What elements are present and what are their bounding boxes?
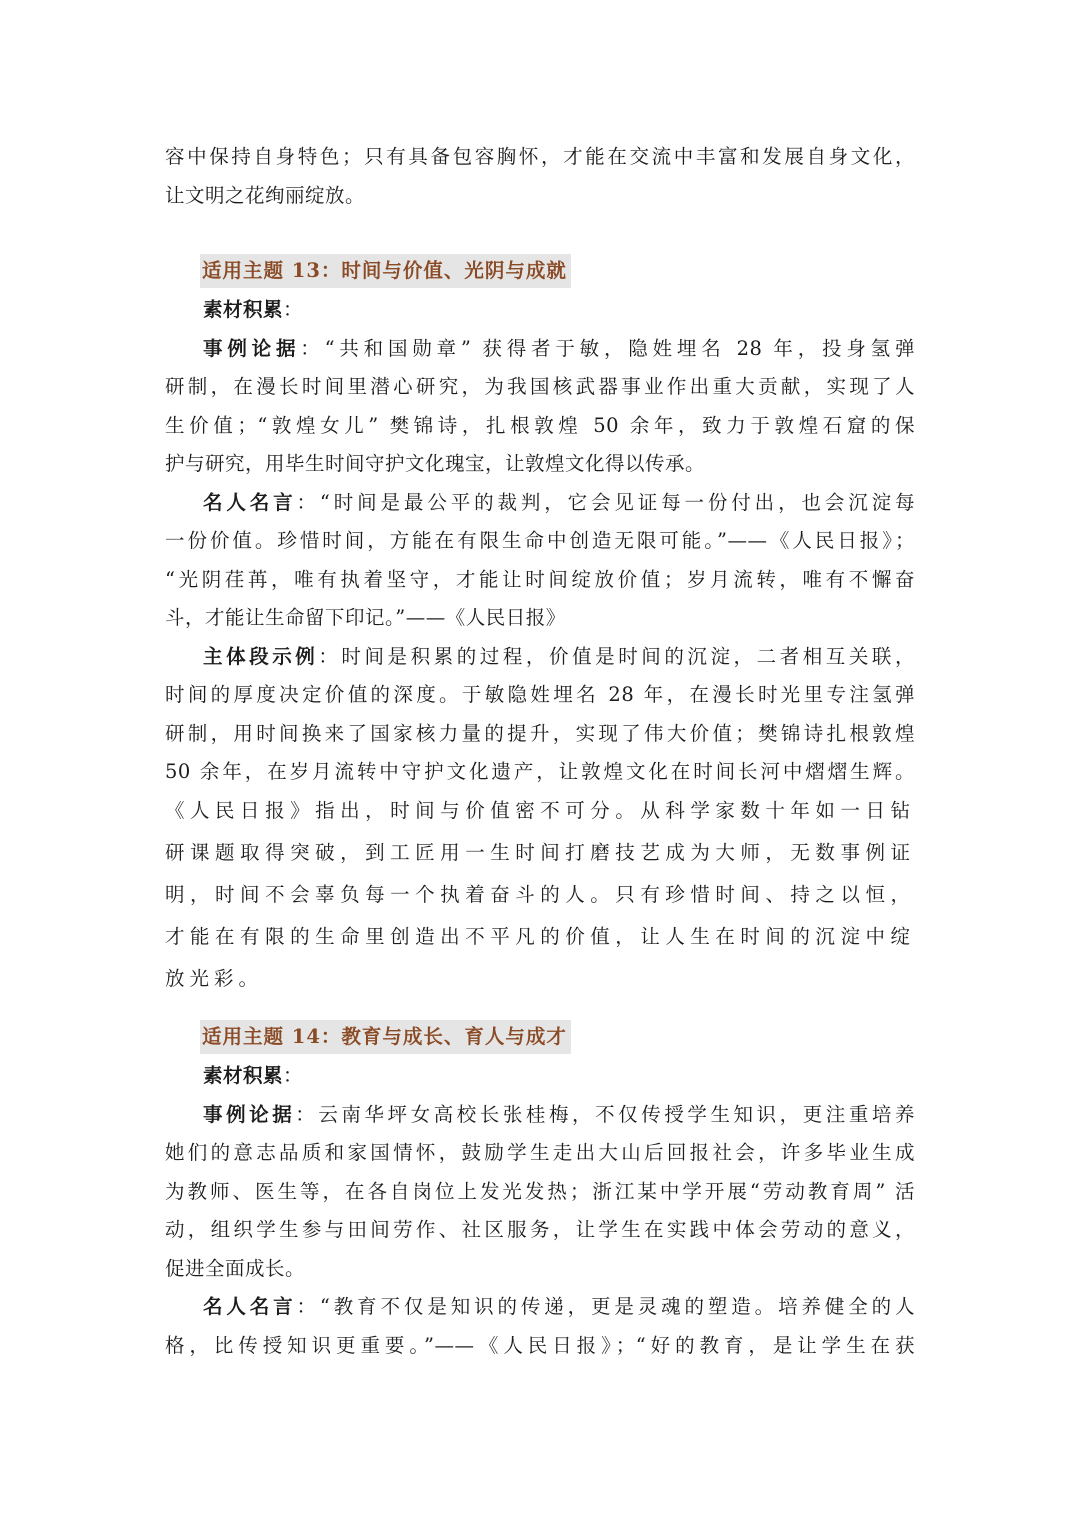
text-line: 放光彩。: [165, 967, 264, 990]
material-accumulation-label: 素材积累: [203, 298, 284, 321]
text-line: 格，比传授知识更重要。”——《人民日报》；“好的教育，是让学生在获: [165, 1333, 915, 1357]
text-line: 为教师、医生等，在各自岗位上发光发热；浙江某中学开展“劳动教育周” 活: [165, 1179, 915, 1203]
continuation-paragraph: [165, 138, 915, 215]
material-accumulation-label: 素材积累: [203, 1064, 284, 1087]
case-evidence-line: [165, 330, 915, 369]
text-line: 时间的厚度决定价值的深度。于敏隐姓埋名 28 年，在漫长时光里专注氢弹: [165, 683, 915, 706]
topic-13-heading: 适用主题 13：时间与价值、光阴与成就: [200, 254, 571, 288]
label-colon: ：: [283, 298, 304, 321]
body-paragraph-label: 主体段示例: [203, 644, 319, 668]
label-colon: ：: [283, 1064, 304, 1087]
text-line: 她们的意志品质和家国情怀，鼓励学生走出大山后回报社会，许多毕业生成: [165, 1141, 915, 1164]
topic-13-body-wide: [165, 790, 915, 1000]
text-line: 《人民日报》指出，时间与价值密不可分。从科学家数十年如一日钻: [165, 799, 915, 822]
topic-13-body: [165, 291, 915, 792]
text-line: 动，组织学生参与田间劳作、社区服务，让学生在实践中体会劳动的意义，: [165, 1218, 915, 1241]
case-evidence-text: ：云南华坪女高校长张桂梅，不仅传授学生知识，更注重培养: [295, 1102, 915, 1126]
text-line: 研制，在漫长时间里潜心研究，为我国核武器事业作出重大贡献，实现了人: [165, 375, 915, 398]
body-paragraph-line: [165, 638, 915, 677]
case-evidence-label: 事例论据: [203, 1102, 296, 1126]
famous-quote-line: [165, 484, 915, 523]
text-line: 一份价值。珍惜时间，方能在有限生命中创造无限可能。”——《人民日报》；: [165, 529, 915, 552]
topic-14-heading-wrap: [200, 1020, 571, 1054]
text-line: 研制，用时间换来了国家核力量的提升，实现了伟大价值；樊锦诗扎根敦煌: [165, 721, 915, 745]
text-line: 才能在有限的生命里创造出不平凡的价值，让人生在时间的沉淀中绽: [165, 925, 915, 948]
famous-quote-label: 名人名言: [203, 490, 297, 514]
topic-14-body: [165, 1057, 915, 1365]
case-evidence-text: ：“共和国勋章” 获得者于敏，隐姓埋名 28 年，投身氢弹: [300, 336, 915, 360]
topic-13-heading-wrap: [200, 254, 571, 288]
famous-quote-line: [165, 1288, 915, 1327]
text-line: 斗，才能让生命留下印记。”——《人民日报》: [165, 606, 566, 629]
text-line: 明，时间不会辜负每一个执着奋斗的人。只有珍惜时间、持之以恒，: [165, 883, 915, 906]
text-line: 护与研究，用毕生时间守护文化瑰宝，让敦煌文化得以传承。: [165, 452, 706, 475]
text-line: 生价值；“敦煌女儿” 樊锦诗，扎根敦煌 50 余年，致力于敦煌石窟的保: [165, 413, 915, 437]
famous-quote-label: 名人名言: [203, 1295, 297, 1318]
case-evidence-label: 事例论据: [203, 336, 301, 360]
topic-14-heading: 适用主题 14：教育与成长、育人与成才: [200, 1020, 571, 1054]
famous-quote-text: ：“教育不仅是知识的传递，更是灵魂的塑造。培养健全的人: [296, 1295, 915, 1318]
case-evidence-line: [165, 1096, 915, 1135]
text-line: 研课题取得突破，到工匠用一生时间打磨技艺成为大师，无数事例证: [165, 841, 915, 864]
material-accumulation-line: [165, 1057, 915, 1096]
text-line: “光阴荏苒，唯有执着坚守，才能让时间绽放价值；岁月流转，唯有不懈奋: [165, 567, 915, 591]
text-line: 促进全面成长。: [165, 1256, 306, 1280]
text-line: 让文明之花绚丽绽放。: [165, 183, 366, 207]
famous-quote-text: ：“时间是最公平的裁判，它会见证每一份付出，也会沉淀每: [296, 490, 915, 514]
text-line: 容中保持自身特色；只有具备包容胸怀，才能在交流中丰富和发展自身文化，: [165, 145, 915, 168]
material-accumulation-line: [165, 291, 915, 330]
text-line: 50 余年，在岁月流转中守护文化遗产，让敦煌文化在时间长河中熠熠生辉。: [165, 760, 915, 783]
body-paragraph-text: ：时间是积累的过程，价值是时间的沉淀，二者相互关联，: [318, 644, 915, 668]
